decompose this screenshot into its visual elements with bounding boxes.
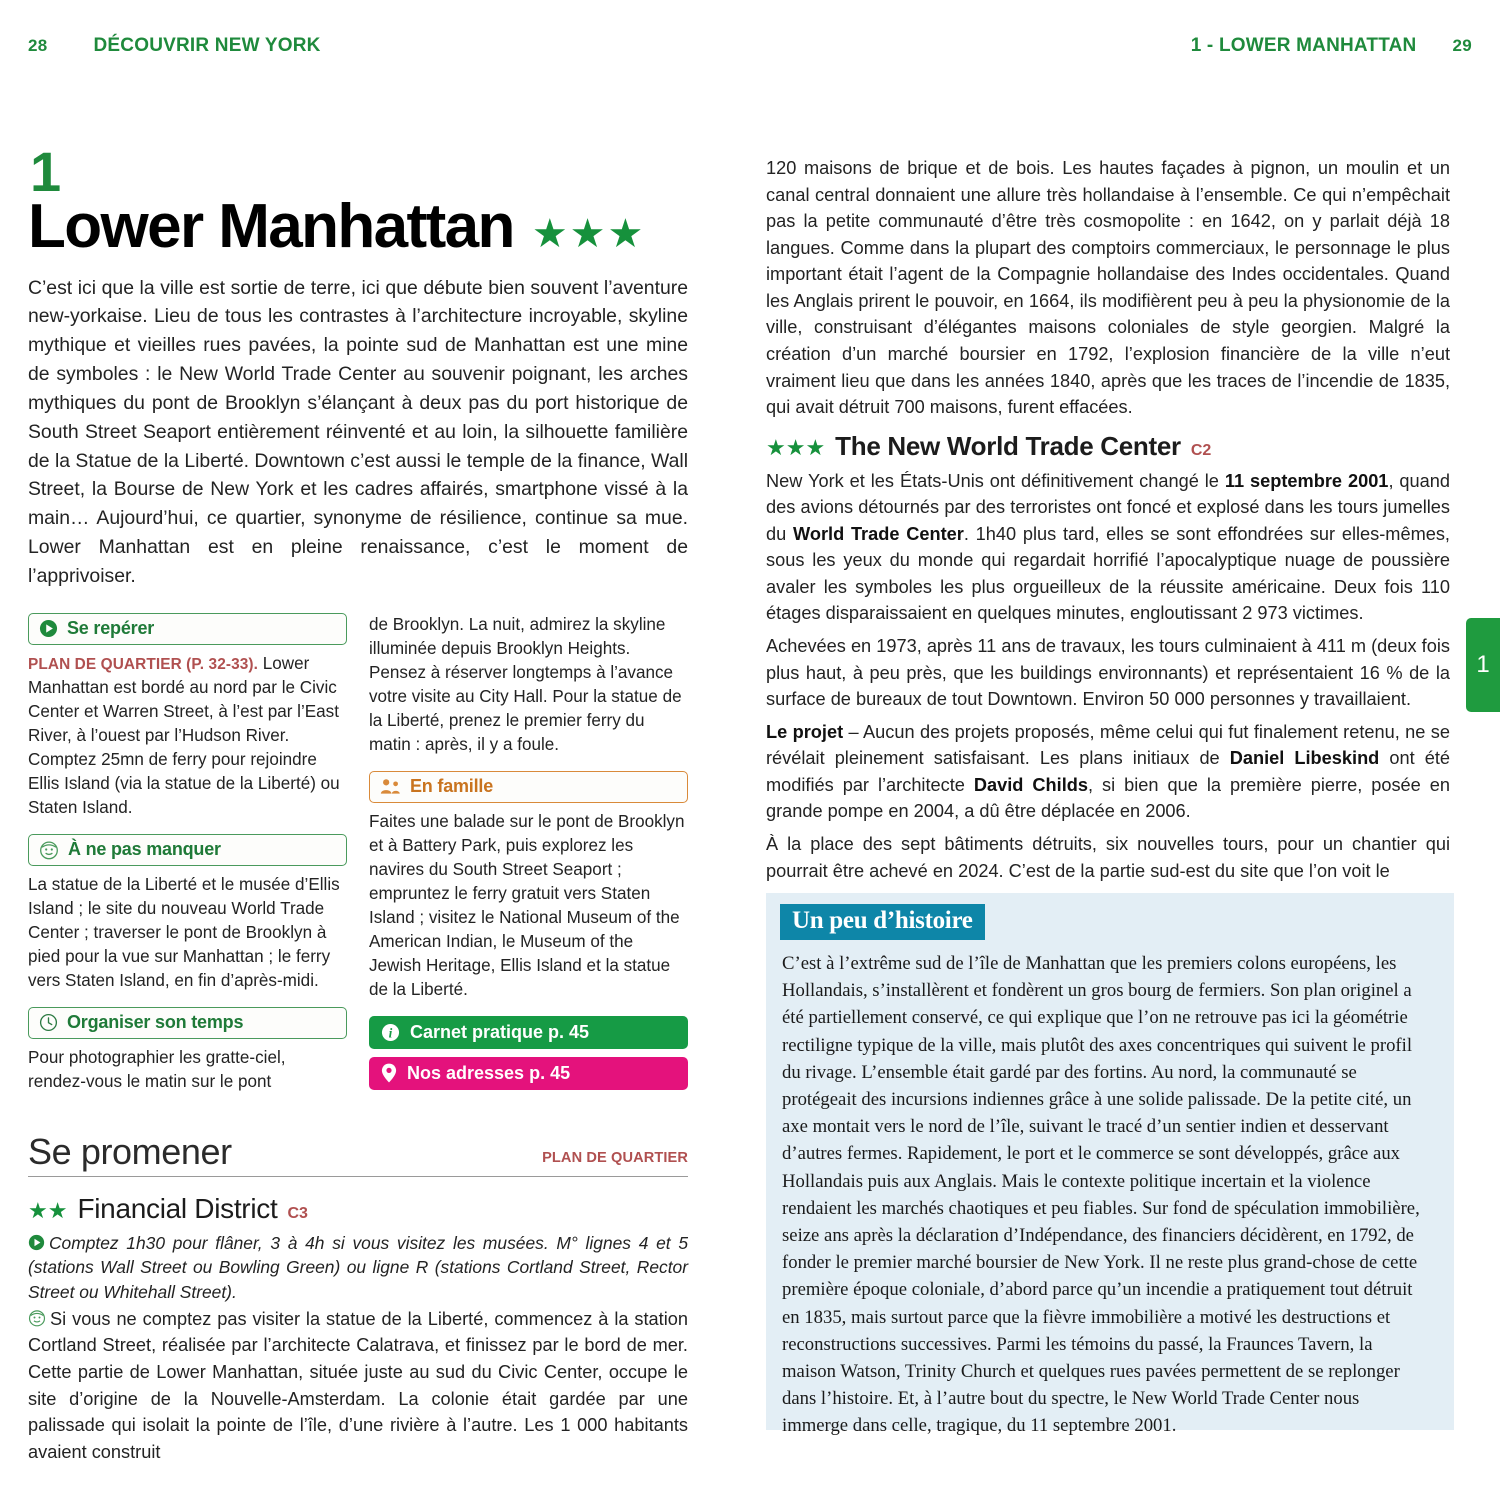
info-box-en-famille-header[interactable] <box>369 771 688 803</box>
svg-text:i: i <box>388 1025 393 1041</box>
nos-adresses-button[interactable] <box>369 1057 688 1090</box>
family-icon <box>380 778 401 795</box>
un-peu-d-histoire-box <box>766 893 1454 1437</box>
wtc-name-highlight: World Trade Center <box>793 523 964 544</box>
play-circle-icon <box>28 1234 45 1251</box>
chapter-lead-paragraph: C’est ici que la ville est sortie de terre, ici que débute bien souvent l’aventure new-yorkaise. Lieu de tous les contrastes à l’architecture incroyable, skyline mythique et vieilles rues pavées, la pointe sud de Manhattan est une mine de symboles : le New World Trade Center au souvenir poignant, les arches mythiques du pont de Brooklyn s’élançant à deux pas du port historique de South Street Seaport entièrement réinventé et au loin, la silhouette familière de la Statue de la Liberté. Downtown c’est aussi le temple de la finance, Wall Street, la Bourse de New York et les cadres affairés, smartphone vissé à la main… Aujourd’hui, ce quartier, synonyme de résilience, continue sa mue. Lower Manhattan est en pleine renaissance, c’est le moment de l’apprivoiser. <box>28 276 689 587</box>
left-column <box>28 140 689 1471</box>
folio-left: 28 <box>28 36 48 55</box>
section-title: Se promener <box>28 1130 232 1172</box>
poi-financial-district-header <box>28 1193 688 1225</box>
wtc-p1-d: . 1h40 plus tard, elles se sont effondrées sur elles-mêmes, sous les yeux du monde qui regardait horrifié l’apocalyptique nuage de poussière avaler les symboles les plus orgueilleux de la réussite américaine. Deux fois 110 étages disparaissaient en quelques minutes, engloutissant 2 973 victimes. <box>766 523 1450 624</box>
wtc-paragraph-1 <box>766 468 1450 627</box>
running-head-left-title: DÉCOUVRIR NEW YORK <box>93 35 321 56</box>
info-box-se-reperer-text: Lower Manhattan est bordé au nord par le Civic Center et Warren Street, à l’est par l’East River, à l’ouest par l’Hudson River. Comptez 25mn de ferry pour rejoindre Ellis Island (via la statue de la Liberté) ou Staten Island. <box>28 653 340 817</box>
histoire-box-text: C’est à l’extrême sud de l’île de Manhattan que les premiers colons européens, les Hollandais, s’installèrent et fondèrent un gros bourg de fermiers. Son plan originel a été partiellement conservé, ce qui explique que l’on ne retrouve pas ici la géométrie rectiligne typique de la ville, mais plutôt des axes concentriques qui suivent le profil du rivage. L’ensemble était gardé par des fortins. Au nord, la communauté se protégeait des incursions indiennes grâce à une solide palissade. De la petite cité, un axe montait vers le nord de l’île, suivant le tracé d’un sentier indien et desservant d’autres fermes. Rapidement, le port et le commerce se sont développés, grâce aux Hollandais puis aux Anglais. Mais le contexte politique incertain et la violence rendaient les marchés chaotiques et peu fiables. Sur fond de spéculation immobilière, seize ans après la déclaration d’Indépendance, des financiers décidèrent, en 1792, de fonder le premier marché boursier de New York. Il ne reste plus grand-chose de cette première époque coloniale, d’abord parce qu’un incendie a pratiquement tout détruit en 1835, mais surtout parce que la fièvre immobilière a motivé les destructions et reconstructions successives. Parmi les témoins du passé, la Fraunces Tavern, la maison Watson, Trinity Church et quelques rues pavées permettent de se replonger dans l’histoire. Et, à l’autre bout du spectre, le New World Trade Center nous immerge dans celle, tragique, du 11 septembre 2001. <box>782 953 1420 1437</box>
wtc-p1-c: , quand des avions détournés par des terroristes ont foncé et explosé dans les tours jumelles du <box>766 470 1451 544</box>
wtc-p3-a: – Aucun des projets proposés, même celui qui fut finalement retenu, ne se révélait pleinement satisfaisant. Les plans initiaux de <box>766 721 1450 769</box>
poi-name: Financial District <box>77 1192 278 1224</box>
info-box-organiser-son-temps-header[interactable] <box>28 1007 347 1039</box>
running-head-right-title: 1 - LOWER MANHATTAN <box>1190 35 1417 56</box>
poi-tip-paragraph <box>28 1306 688 1465</box>
map-pin-icon <box>381 1063 397 1083</box>
info-box-columns <box>28 613 688 1108</box>
poi-tip-text: Si vous ne comptez pas visiter la statue de la Liberté, commencez à la station Cortland Street, réalisée par l’architecte Calatrava, et finissez par le bord de mer. Cette partie de Lower Manhattan, située juste au sud du Civic Center, occupe le site d’origine de la Nouvelle-Amsterdam. La colonie était gardée par une palissade qui isolait la pointe de l’île, d’une rivière à l’autre. Les 1 000 habitants avaient construit <box>28 1308 688 1462</box>
chapter-number: 1 <box>30 140 61 203</box>
info-box-en-famille-label: En famille <box>410 776 494 797</box>
info-box-a-ne-pas-manquer-header[interactable] <box>28 834 347 866</box>
poi-timing-note <box>28 1231 688 1304</box>
poi-wtc-rating-stars: ★★★ <box>766 434 826 460</box>
info-icon <box>381 1023 400 1042</box>
smiley-icon <box>39 840 59 860</box>
folio-right: 29 <box>1452 36 1472 55</box>
wtc-paragraph-3 <box>766 719 1450 825</box>
section-se-promener-header <box>28 1130 688 1177</box>
carnet-pratique-button[interactable] <box>369 1016 688 1049</box>
le-projet-label: Le projet <box>766 721 844 742</box>
wtc-p3-d: , si bien que la première pierre, posée en grande pompe en 2004, a dû être déplacée en 2006. <box>766 774 1450 822</box>
info-box-organiser-son-temps-label: Organiser son temps <box>67 1012 244 1033</box>
info-box-organiser-continued-text: de Brooklyn. La nuit, admirez la skyline illuminée depuis Brooklyn Heights. Pensez à réserver longtemps à l’avance votre visite au City Hall. Pour la statue de la Liberté, prenez le premier ferry du matin : après, il y a foule. <box>369 614 682 754</box>
poi-timing-text: Comptez 1h30 pour flâner, 3 à 4h si vous visitez les musées. M° lignes 4 et 5 (stations Wall Street ou Bowling Green) ou ligne R (stations Cortland Street, Rector Street ou Whitehall Street). <box>28 1232 688 1302</box>
continuation-paragraph: 120 maisons de brique et de bois. Les hautes façades à pignon, un moulin et un canal central donnaient une allure très hollandaise à l’ensemble. Ce qui n’empêchait pas la petite communauté d’être très cosmopolite : en 1642, on y parlait déjà 18 langues. Comme dans la plupart des comptoirs commerciaux, le personnage le plus important était l’agent de la Compagnie hollandaise des Indes occidentales. Quand les Anglais prirent le pouvoir, en 1664, ils modifièrent peu à peu la physionomie de la ville, construisant d’élégantes maisons coloniales de style georgien. Malgré la création d’un marché boursier en 1792, l’explosion financière de la ville n’eut vraiment lieu que dans les années 1840, après que les traces de l’incendie de 1835, qui avait détruit 700 maisons, furent effacées. <box>766 158 1450 418</box>
smiley-icon <box>28 1309 46 1327</box>
chapter-title-row <box>28 191 688 261</box>
info-box-se-reperer-body <box>28 652 347 820</box>
chapter-thumb-tab[interactable]: 1 <box>1466 618 1500 712</box>
architect-libeskind: Daniel Libeskind <box>1229 748 1380 769</box>
histoire-box-title: Un peu d’histoire <box>780 904 985 940</box>
info-box-column-left <box>28 613 347 1108</box>
wtc-p1-a: New York et les États-Unis ont définitivement changé le <box>766 470 1225 491</box>
architect-childs: David Childs <box>973 774 1088 795</box>
poi-rating-stars: ★★ <box>28 1197 68 1223</box>
running-head-right <box>1191 32 1472 60</box>
right-column <box>766 155 1450 890</box>
info-box-a-ne-pas-manquer-text: La statue de la Liberté et le musée d’Ellis Island ; le site du nouveau World Trade Center ; traverser le pont de Brooklyn à pied pour la vue sur Manhattan ; le ferry vers Staten Island, en fin d’après-midi. <box>28 874 340 990</box>
section-plan-tag: PLAN DE QUARTIER <box>542 1149 688 1166</box>
wtc-paragraph-4: À la place des sept bâtiments détruits, six nouvelles tours, pour un chantier qui pourrait être achevé en 2024. C’est de la partie sud-est du site que l’on voit le <box>766 833 1450 881</box>
info-box-se-reperer-label: Se repérer <box>67 618 155 639</box>
info-box-a-ne-pas-manquer-label: À ne pas manquer <box>68 839 221 860</box>
poi-wtc-map-ref: C2 <box>1190 441 1212 459</box>
plan-de-quartier-ref: PLAN DE QUARTIER (P. 32-33). <box>28 655 258 673</box>
info-box-column-right <box>369 613 688 1108</box>
clock-icon <box>39 1013 58 1032</box>
info-box-se-reperer-header[interactable] <box>28 613 347 645</box>
carnet-pratique-label: Carnet pratique p. 45 <box>410 1021 590 1042</box>
wtc-date-highlight: 11 septembre 2001 <box>1224 470 1389 491</box>
chapter-rating-stars: ★★★ <box>531 211 646 256</box>
info-box-organiser-son-temps-text: Pour photographier les gratte-ciel, rendez-vous le matin sur le pont <box>28 1047 286 1091</box>
running-head-left <box>28 32 321 60</box>
wtc-paragraph-2: Achevées en 1973, après 11 ans de travaux, les tours culminaient à 411 m (deux fois plus haut, à peu près, que les buildings environnants) et représentaient 16 % de la surface de bureaux de tout Downtown. Environ 50 000 personnes y travaillaient. <box>766 636 1450 710</box>
poi-map-ref: C3 <box>287 1204 308 1222</box>
play-circle-icon <box>39 619 58 638</box>
poi-wtc-name: The New World Trade Center <box>835 430 1181 461</box>
poi-wtc-header <box>766 431 1450 462</box>
info-box-en-famille-text: Faites une balade sur le pont de Brooklyn et à Battery Park, puis explorez les navires du South Street Seaport ; empruntez le ferry gratuit vers Staten Island ; visitez le National Museum of the American Indian, le Museum of the Jewish Heritage, Ellis Island et la statue de la Liberté. <box>369 811 685 999</box>
page-title: Lower Manhattan <box>28 191 514 261</box>
nos-adresses-label: Nos adresses p. 45 <box>407 1062 571 1083</box>
wtc-p3-c: ont été modifiés par l’architecte <box>766 748 1450 795</box>
